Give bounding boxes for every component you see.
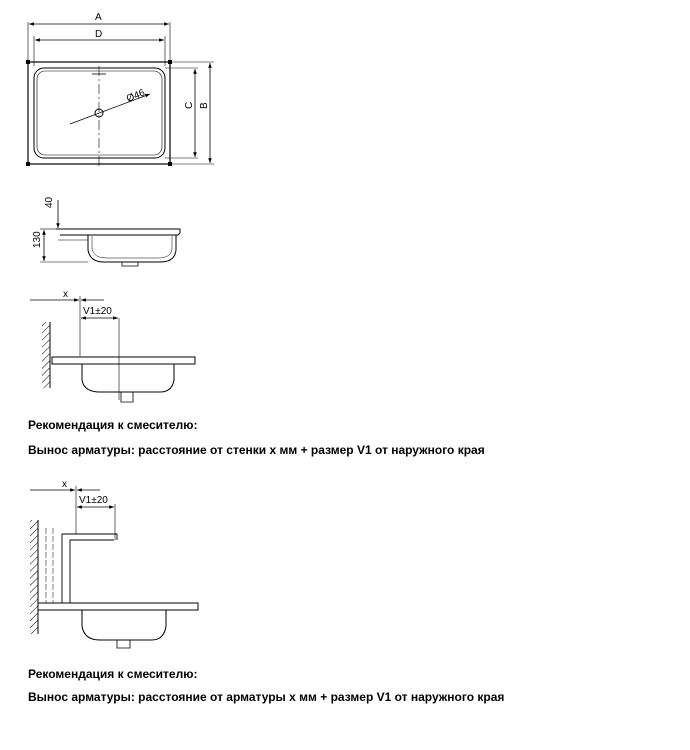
mount-view-1 (30, 289, 195, 402)
recommendation-title-1: Рекомендация к смесителю: (28, 418, 198, 432)
mount-view-2 (30, 479, 198, 648)
drain-1 (121, 392, 133, 402)
dim-x-label-2: x (62, 479, 67, 490)
wall-2 (30, 520, 38, 634)
drain-2 (117, 640, 130, 648)
dim-x-label-1: x (63, 289, 68, 300)
dim-130-label: 130 (32, 231, 43, 248)
bowl-1 (82, 364, 174, 392)
side-bowl-inner (92, 236, 172, 258)
dim-40-label: 40 (44, 196, 55, 208)
bowl-2 (82, 610, 166, 640)
recommendation-text-2: Вынос арматуры: расстояние от арматуры x мм + размер V1 от наружного края (28, 690, 505, 704)
dim-c-label: C (184, 101, 195, 109)
dim-v1-label-2: V1±20 (79, 495, 108, 506)
side-drain (122, 262, 138, 266)
side-rim (56, 229, 180, 235)
dim-d-label: D (95, 29, 103, 40)
dim-b-label: B (199, 102, 210, 109)
hole-diameter-label: Ø46 (125, 87, 147, 105)
side-view (32, 196, 180, 266)
dim-v1-label-1: V1±20 (83, 306, 112, 317)
wall-1 (42, 322, 50, 388)
countertop-2 (38, 603, 198, 610)
recommendation-title-2: Рекомендация к смесителю: (28, 667, 198, 681)
faucet-body-inner (70, 540, 114, 603)
recommendation-text-1: Вынос арматуры: расстояние от стенки x мм + размер V1 от наружного края (28, 443, 485, 457)
dim-a-label: A (95, 12, 102, 23)
countertop-1 (52, 357, 195, 364)
top-view (26, 12, 214, 168)
